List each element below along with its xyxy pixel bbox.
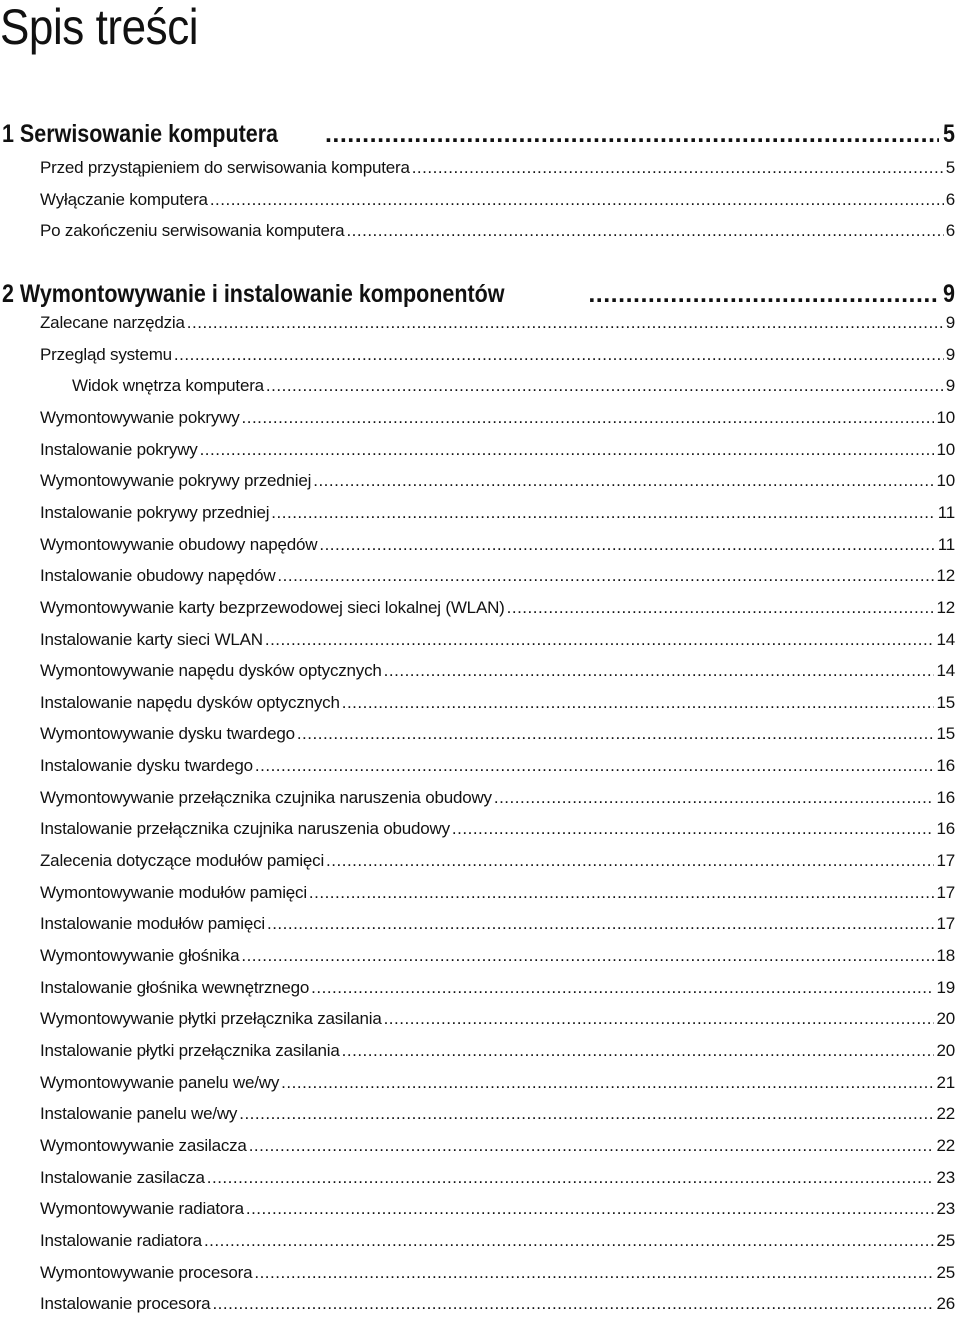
dot-leader: [319, 535, 935, 555]
dot-leader: [494, 788, 935, 808]
dot-leader: [204, 1231, 935, 1251]
dot-leader: [384, 1009, 935, 1029]
toc-entry-page-number: 5: [945, 158, 955, 177]
toc-entry-page-number: 11: [937, 535, 955, 554]
toc-entry-page-number: 11: [937, 503, 955, 522]
toc-entry-page-number: 16: [936, 788, 955, 807]
toc-entry[interactable]: [40, 851, 955, 871]
dot-leader: [412, 158, 944, 178]
toc-entry-page-number: 25: [936, 1231, 955, 1250]
dot-leader: [265, 630, 935, 650]
toc-entry-page-number: 14: [936, 630, 955, 649]
toc-entry-label: Instalowanie pokrywy przedniej: [40, 503, 270, 522]
toc-entry-label: Instalowanie karty sieci WLAN: [40, 630, 263, 649]
toc-entry-page-number: 10: [936, 408, 955, 427]
toc-entry-label: Widok wnętrza komputera: [72, 376, 264, 395]
toc-entry-page-number: 17: [936, 914, 955, 933]
toc-entry[interactable]: [40, 1073, 955, 1093]
dot-leader: [507, 598, 935, 618]
dot-leader: [241, 946, 934, 966]
toc-entry-page-number: 9: [945, 376, 955, 395]
toc-entry[interactable]: [40, 883, 955, 903]
toc-entry[interactable]: [40, 978, 955, 998]
dot-leader: [281, 1073, 934, 1093]
toc-entry-label: Wymontowywanie karty bezprzewodowej sieci lokalnej (WLAN): [40, 598, 505, 617]
toc-entry[interactable]: [40, 693, 955, 713]
dot-leader: [452, 819, 935, 839]
toc-entry-label: Instalowanie pokrywy: [40, 440, 198, 459]
dot-leader: [212, 1294, 934, 1314]
toc-entry[interactable]: [40, 1041, 955, 1061]
toc-entry-label: Wymontowywanie zasilacza: [40, 1136, 247, 1155]
dot-leader: [384, 661, 935, 681]
toc-entry-page-number: 9: [945, 313, 955, 332]
dot-leader: [254, 1263, 934, 1283]
toc-entry-page-number: 23: [936, 1199, 955, 1218]
toc-entry[interactable]: [40, 756, 955, 776]
page-title: Spis treści: [0, 0, 199, 55]
dot-leader: [313, 471, 934, 491]
toc-chapter[interactable]: [2, 120, 955, 149]
dot-leader: [210, 190, 944, 210]
dot-leader: [277, 566, 934, 586]
dot-leader: [311, 978, 934, 998]
toc-entry[interactable]: [40, 661, 955, 681]
toc-entry-label: Wymontowywanie pokrywy: [40, 408, 240, 427]
toc-entry-label: Zalecenia dotyczące modułów pamięci: [40, 851, 325, 870]
toc-entry-page-number: 23: [936, 1168, 955, 1187]
toc-entry[interactable]: [40, 190, 955, 210]
toc-entry-page-number: 18: [936, 946, 955, 965]
dot-leader: [255, 756, 935, 776]
toc-entry[interactable]: [40, 313, 955, 333]
toc-entry-page-number: 6: [945, 190, 955, 209]
toc-entry[interactable]: [40, 408, 955, 428]
toc-entry-label: Instalowanie głośnika wewnętrznego: [40, 978, 310, 997]
toc-entry-page-number: 10: [936, 471, 955, 490]
toc-entry[interactable]: [40, 471, 955, 491]
toc-entry-label: Instalowanie procesora: [40, 1294, 211, 1313]
toc-entry-page-number: 21: [936, 1073, 955, 1092]
toc-entry-label: Wyłączanie komputera: [40, 190, 208, 209]
toc-entry-label: Przegląd systemu: [40, 345, 172, 364]
toc-entry-label: Instalowanie dysku twardego: [40, 756, 253, 775]
dot-leader: [242, 408, 935, 428]
toc-entry-page-number: 12: [936, 598, 955, 617]
toc-entry-label: Wymontowywanie napędu dysków optycznych: [40, 661, 382, 680]
toc-entry-page-number: 15: [936, 724, 955, 743]
toc-entry-label: Instalowanie przełącznika czujnika naruszenia obudowy: [40, 819, 450, 838]
toc-entry[interactable]: [40, 503, 955, 523]
toc-entry[interactable]: [40, 345, 955, 365]
toc-entry-label: Instalowanie panelu we/wy: [40, 1104, 238, 1123]
dot-leader: [346, 221, 943, 241]
toc-entry[interactable]: [40, 221, 955, 241]
toc-entry-label: Wymontowywanie pokrywy przedniej: [40, 471, 312, 490]
toc-entry[interactable]: [40, 1104, 955, 1124]
toc-entry[interactable]: [40, 158, 955, 178]
toc-entry[interactable]: [40, 1009, 955, 1029]
toc-entry[interactable]: [40, 914, 955, 934]
toc-entry-page-number: 25: [936, 1263, 955, 1282]
toc-entry-page-number: 15: [936, 693, 955, 712]
dot-leader: [207, 1168, 935, 1188]
toc-entry-page-number: 16: [936, 819, 955, 838]
toc-entry-label: Wymontowywanie modułów pamięci: [40, 883, 307, 902]
toc-entry-page-number: 20: [936, 1009, 955, 1028]
toc-entry-page-number: 14: [936, 661, 955, 680]
toc-entry[interactable]: [40, 1136, 955, 1156]
toc-entry[interactable]: [40, 724, 955, 744]
toc-entry-page-number: 16: [936, 756, 955, 775]
dot-leader: [326, 851, 934, 871]
toc-entry-label: Wymontowywanie procesora: [40, 1263, 253, 1282]
dot-leader: [249, 1136, 935, 1156]
toc-chapter[interactable]: [2, 280, 955, 309]
toc-chapter-label: 2 Wymontowywanie i instalowanie komponentów: [2, 280, 505, 308]
toc-entry[interactable]: [40, 788, 955, 808]
toc-entry-page-number: 17: [936, 883, 955, 902]
toc-entry-page-number: 22: [936, 1136, 955, 1155]
toc-entry[interactable]: [40, 1199, 955, 1219]
dot-leader: [309, 883, 935, 903]
toc-entry-label: Wymontowywanie płytki przełącznika zasilania: [40, 1009, 382, 1028]
toc-entry-page-number: 26: [936, 1294, 955, 1313]
toc-chapter-page-number: 5: [943, 120, 955, 148]
dot-leader: [325, 120, 939, 149]
toc-entry-page-number: 22: [936, 1104, 955, 1123]
toc-entry-label: Instalowanie radiatora: [40, 1231, 202, 1250]
toc-entry-label: Wymontowywanie głośnika: [40, 946, 240, 965]
toc-entry-label: Wymontowywanie panelu we/wy: [40, 1073, 280, 1092]
toc-entry-label: Po zakończeniu serwisowania komputera: [40, 221, 345, 240]
toc-entry-label: Instalowanie napędu dysków optycznych: [40, 693, 340, 712]
toc-entry-label: Instalowanie obudowy napędów: [40, 566, 276, 585]
toc-entry-label: Wymontowywanie radiatora: [40, 1199, 244, 1218]
toc-entry-page-number: 17: [936, 851, 955, 870]
toc-entry-label: Wymontowywanie dysku twardego: [40, 724, 295, 743]
dot-leader: [174, 345, 944, 365]
toc-entry[interactable]: [40, 1231, 955, 1251]
dot-leader: [588, 280, 939, 309]
toc-chapter-page-number: 9: [943, 280, 955, 308]
toc-entry[interactable]: [40, 1294, 955, 1314]
toc-entry[interactable]: [40, 819, 955, 839]
toc-entry-label: Instalowanie zasilacza: [40, 1168, 205, 1187]
toc-entry-label: Instalowanie płytki przełącznika zasilania: [40, 1041, 340, 1060]
dot-leader: [342, 1041, 935, 1061]
toc-entry-label: Wymontowywanie przełącznika czujnika naruszenia obudowy: [40, 788, 492, 807]
toc-entry-label: Zalecane narzędzia: [40, 313, 185, 332]
dot-leader: [187, 313, 944, 333]
dot-leader: [200, 440, 935, 460]
toc-entry[interactable]: [40, 535, 955, 555]
dot-leader: [266, 376, 944, 396]
dot-leader: [267, 914, 935, 934]
toc-entry[interactable]: [40, 946, 955, 966]
dot-leader: [342, 693, 935, 713]
toc-entry[interactable]: [40, 630, 955, 650]
toc-entry-label: Wymontowywanie obudowy napędów: [40, 535, 318, 554]
toc-entry[interactable]: [40, 1263, 955, 1283]
toc-entry-page-number: 6: [945, 221, 955, 240]
toc-entry-page-number: 9: [945, 345, 955, 364]
toc-entry-label: Instalowanie modułów pamięci: [40, 914, 265, 933]
toc-entry[interactable]: [40, 440, 955, 460]
toc-entry[interactable]: [72, 376, 955, 396]
dot-leader: [271, 503, 935, 523]
toc-entry-page-number: 10: [936, 440, 955, 459]
toc-entry-page-number: 12: [936, 566, 955, 585]
dot-leader: [297, 724, 935, 744]
toc-entry-page-number: 19: [936, 978, 955, 997]
toc-entry[interactable]: [40, 598, 955, 618]
toc-entry[interactable]: [40, 1168, 955, 1188]
dot-leader: [239, 1104, 934, 1124]
toc-entry[interactable]: [40, 566, 955, 586]
toc-entry-page-number: 20: [936, 1041, 955, 1060]
toc-entry-label: Przed przystąpieniem do serwisowania komputera: [40, 158, 410, 177]
toc-chapter-label: 1 Serwisowanie komputera: [2, 120, 279, 148]
dot-leader: [246, 1199, 935, 1219]
